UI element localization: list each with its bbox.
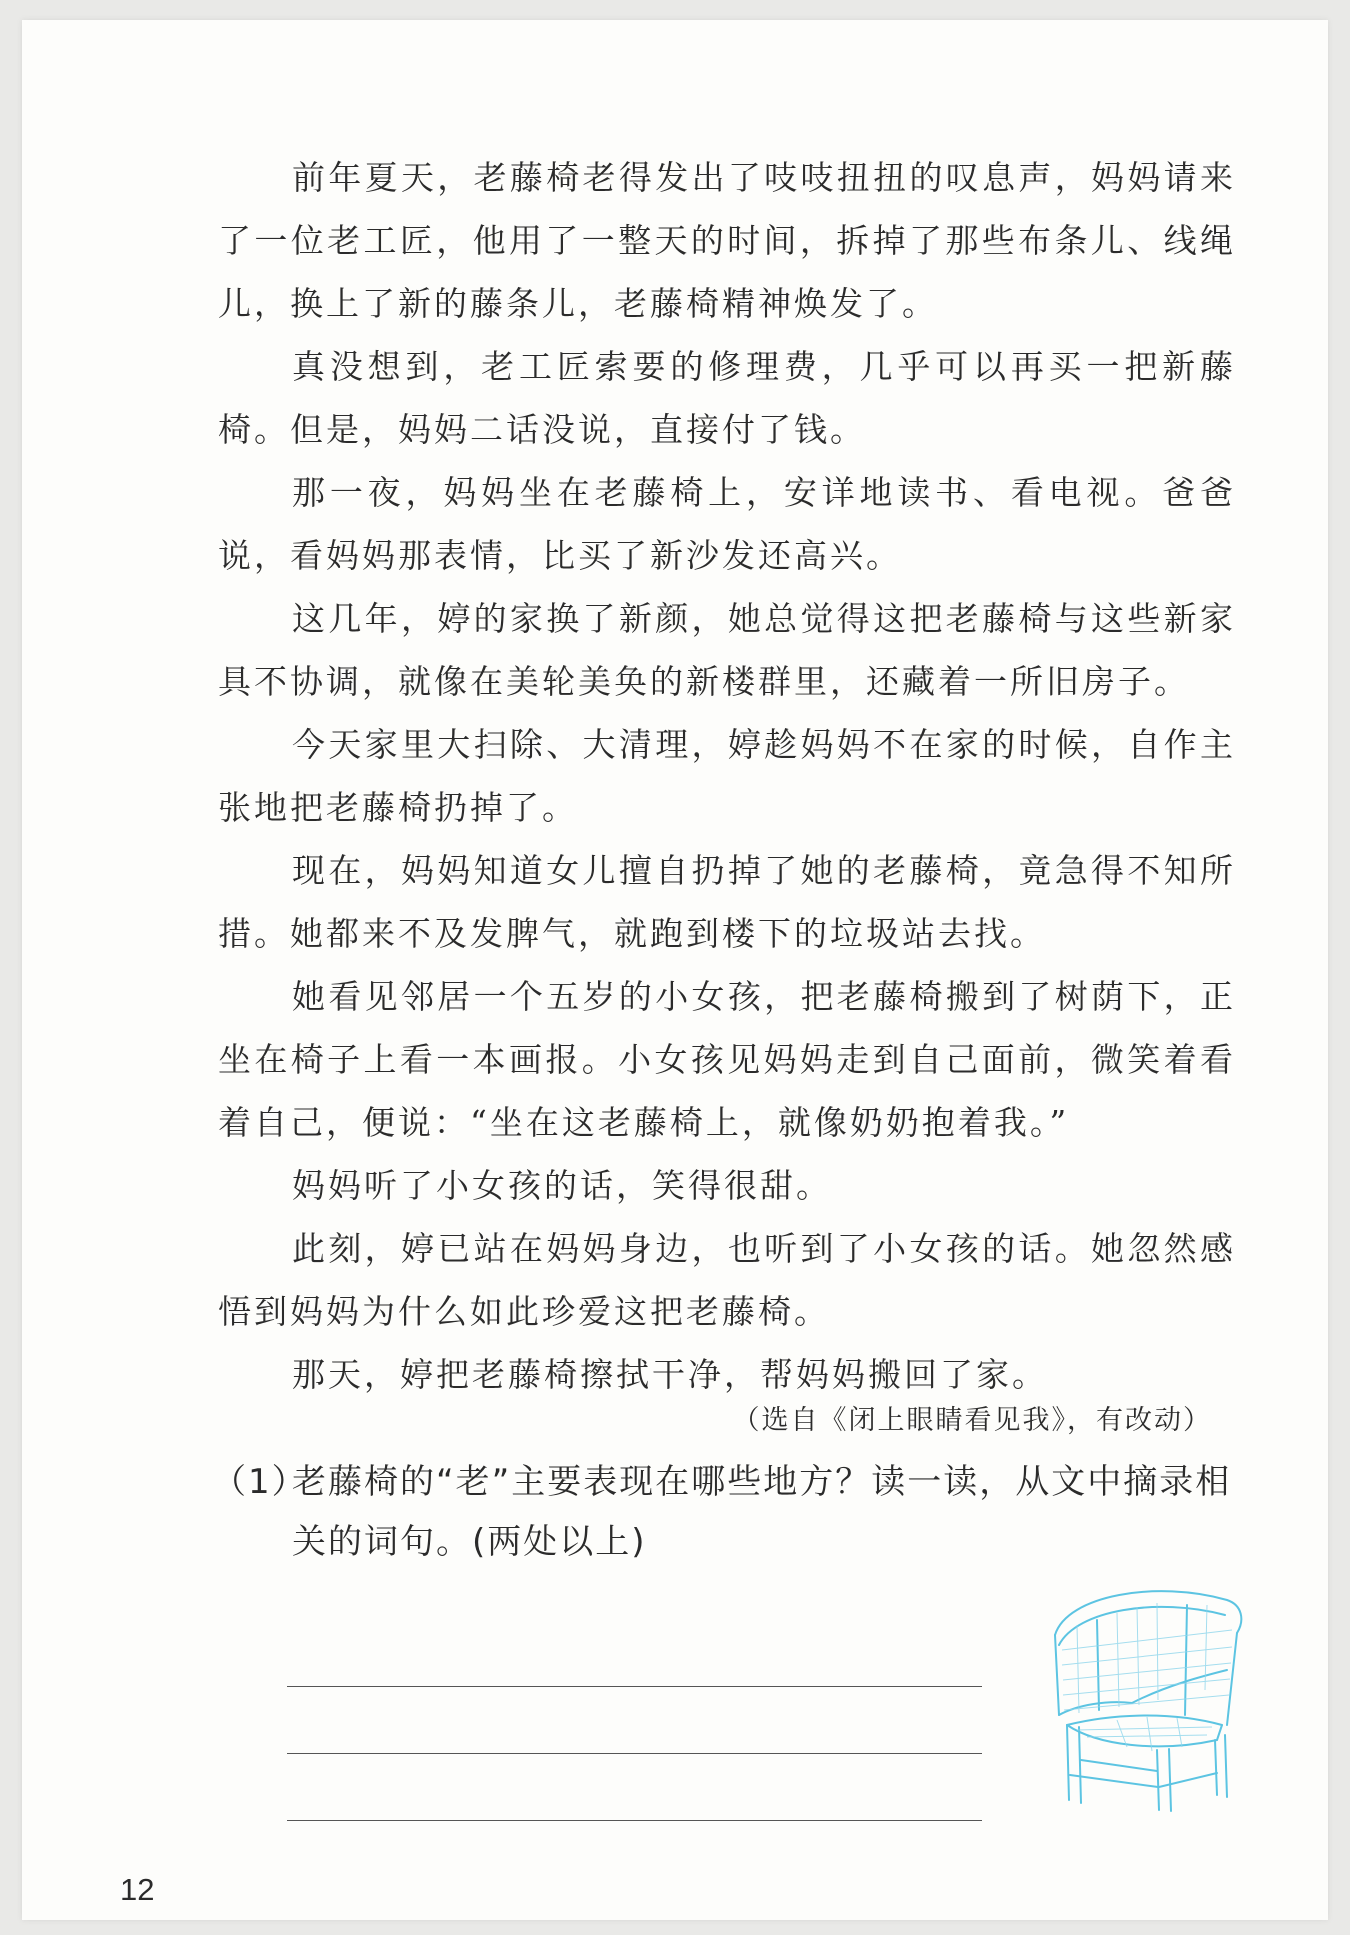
story-paragraph: 妈妈听了小女孩的话，笑得很甜。 <box>292 1166 832 1205</box>
rattan-chair-illustration <box>1037 1575 1252 1815</box>
story-paragraph: 今天家里大扫除、大清理，婷趁妈妈不在家的时候，自作主张地把老藤椅扔掉了。 <box>218 725 1236 827</box>
story-paragraph: 前年夏天，老藤椅老得发出了吱吱扭扭的叹息声，妈妈请来了一位老工匠，他用了一整天的时间，拆掉了那些布条儿、线绳儿，换上了新的藤条儿，老藤椅精神焕发了。 <box>218 158 1236 323</box>
story-text <box>218 146 1236 1406</box>
page-number: 12 <box>120 1872 155 1907</box>
story-paragraph: 现在，妈妈知道女儿擅自扔掉了她的老藤椅，竟急得不知所措。她都来不及发脾气，就跑到楼下的垃圾站去找。 <box>218 851 1236 953</box>
story-paragraph: 她看见邻居一个五岁的小女孩，把老藤椅搬到了树荫下，正坐在椅子上看一本画报。小女孩见妈妈走到自己面前，微笑着看着自己，便说：“坐在这老藤椅上，就像奶奶抱着我。” <box>218 977 1236 1142</box>
answer-line[interactable] <box>287 1687 982 1754</box>
story-paragraph: 那一夜，妈妈坐在老藤椅上，安详地读书、看电视。爸爸说，看妈妈那表情，比买了新沙发还高兴。 <box>218 473 1236 575</box>
question-number: （1） <box>212 1462 308 1502</box>
answer-line[interactable] <box>287 1620 982 1687</box>
story-paragraph: 这几年，婷的家换了新颜，她总觉得这把老藤椅与这些新家具不协调，就像在美轮美奂的新楼群里，还藏着一所旧房子。 <box>218 599 1236 701</box>
story-paragraph: 真没想到，老工匠索要的修理费，几乎可以再买一把新藤椅。但是，妈妈二话没说，直接付了钱。 <box>218 347 1236 449</box>
source-citation: （选自《闭上眼睛看见我》，有改动） <box>732 1405 1212 1436</box>
story-paragraph: 此刻，婷已站在妈妈身边，也听到了小女孩的话。她忽然感悟到妈妈为什么如此珍爱这把老藤椅。 <box>218 1229 1236 1331</box>
answer-area[interactable] <box>287 1620 982 1821</box>
story-paragraph: 那天，婷把老藤椅擦拭干净，帮妈妈搬回了家。 <box>292 1355 1048 1394</box>
textbook-page <box>22 20 1328 1920</box>
question-text: 老藤椅的“老”主要表现在哪些地方？读一读，从文中摘录相关的词句。(两处以上) <box>292 1462 1232 1562</box>
question-1 <box>212 1452 1242 1572</box>
answer-line[interactable] <box>287 1754 982 1821</box>
